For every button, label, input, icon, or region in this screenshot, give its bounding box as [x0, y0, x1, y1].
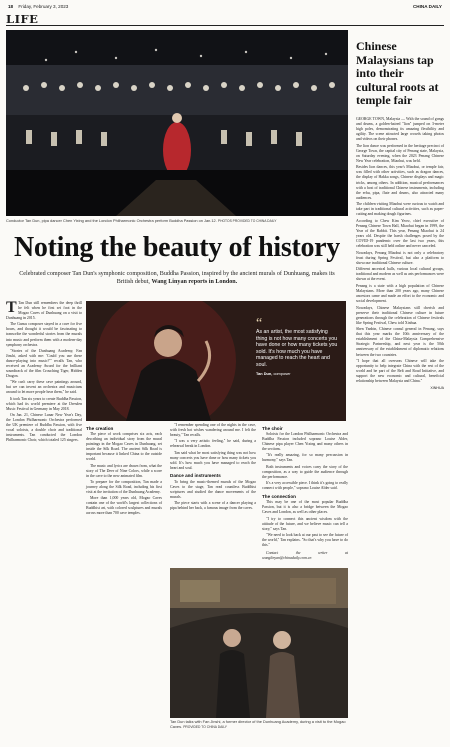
quote-author-name: Tan Dun,	[256, 371, 273, 376]
contact-line: Contact the writer at wanglinyan@chinadaily.com.cn	[262, 550, 348, 561]
section-bar	[6, 12, 444, 26]
side-paragraph: The lion dance was performed in the heritage precinct of George Town, the capital city of Penang state, Malaysia, on Saturday evening, when the 2023 Penang Chinese New Year celebration, Miaohui, was held.	[356, 143, 444, 163]
byline: Wang Linyan reports in London.	[151, 279, 238, 286]
photo-credit: PROVIDED TO CHINA DAILY	[183, 725, 227, 729]
issue-date: Friday, February 3, 2023	[18, 4, 69, 9]
top-photo-caption	[6, 218, 346, 224]
article-column-2	[86, 423, 162, 518]
brand-name: CHINA DAILY	[412, 4, 442, 9]
quote-mark-icon: “	[256, 316, 263, 331]
mogao-caves-photo	[170, 568, 348, 718]
caption-text: Tan Dun talks with Fan Jinshi, a former director of the Dunhuang Academy, during a visit to the Mogao Caves.	[170, 719, 346, 729]
side-story-signature: XINHUA	[430, 386, 444, 391]
side-paragraph: Different ancestral halls, various local cultural groups, traditional and modern as well as arts performances were shown at the event.	[356, 267, 444, 282]
side-story	[356, 40, 444, 390]
article-column-4	[262, 423, 348, 562]
article-paragraph: It took Tan six years to create Buddha Passion, which had its world premiere at the Dresden Music Festival in Germany in May 2018.	[6, 396, 82, 411]
article-paragraph: The music and lyrics are drawn from, what the story of The Deer of Nine Colors, while a score in the cave to the new animated film.	[86, 463, 162, 478]
article-paragraph: To prepare for the composition, Tan made a journey along the Silk Road, including his first visit at the invitation of the Dunhuang Academy.	[86, 479, 162, 494]
article-column-1	[6, 301, 82, 444]
article-paragraph: To bring the music-themed murals of the Mogao Caves to the stage, Tan read countless Buddhist scriptures and studied the dance movements of the murals.	[170, 479, 256, 499]
article-paragraph: "We need to look back at our past to see the future of the world," Tan explains. "So that's why you have to do this."	[262, 532, 348, 547]
article-paragraph: Soloists for the London Philharmonic Orchestra and Buddha Passion included soprano Louise Alder, Chinese pipa player Chen Yixing and many others in the sections.	[262, 432, 348, 452]
subheading: The choir	[262, 425, 283, 431]
article-paragraph: "I try to connect this ancient wisdom with the attitude of the future, and we believe music can tell a story," says Tan.	[262, 516, 348, 531]
deck	[18, 270, 336, 287]
side-paragraph: The children visiting Miaohui were curious to watch and take part in traditional cultural activities, such as paper-cutting and making dough figurines.	[356, 202, 444, 217]
paragraph-text: Tan Dun still remembers the deep thrill he felt when he first set foot in the Mogao Caves of Dunhuang on a visit to Dunhuang in 2015.	[6, 301, 82, 321]
side-paragraph: Nowadays, Penang Miaohui is not only a celebratory feast during Spring Festival, but also a platform to showcase traditional Chinese culture.	[356, 250, 444, 265]
photo-credit: PHOTOS PROVIDED TO CHINA DAILY	[217, 219, 277, 223]
caption-text: Conductor Tan Dun, pipa dancer Chen Yixing and the London Philharmonic Orchestra perform Buddha Passion on Jan.12.	[6, 218, 217, 223]
section-title: LIFE	[6, 12, 39, 26]
article-paragraph: The piece of work comprises six acts, each describing an individual story from the mural paintings in the Mogao Caves in Dunhuang, set inside the Silk Road. The ancient Silk Road is important because it linked China to the outside world.	[86, 432, 162, 462]
orchestra-photo-illustration	[6, 30, 348, 216]
caves-illustration	[170, 568, 348, 718]
article-paragraph: More than 1,000 years old, Mogao Caves contain one of the world's largest collections of Buddhist art, with colored sculptures and murals across more than 700 cave temples.	[86, 496, 162, 516]
article-paragraph: "I remember spending one of the nights in the cave, with fresh hot wishes wandering around me. I felt the beauty," Tan recalls.	[170, 423, 256, 438]
article-paragraph: On Jan. 21, Chinese Lunar New Year's Day, the London Philharmonic Orchestra performed the UK premiere of Buddha Passion, with five vocal soloists, a double choir and traditional instruments. Tan conducted the London Philharmonic Choir, which totaled 125 singers.	[6, 412, 82, 443]
article-paragraph: It's a very accessible piece. I think it's going to really connect with people," soprano Louise Alder said.	[262, 481, 348, 491]
article-paragraph: "We can't carry these cave paintings around, but we can invent an orchestra and musicians around to let more people hear them," he said.	[6, 380, 82, 395]
side-paragraph: GEORGE TOWN, Malaysia — With the sound of gongs and drums, a golden-haired "lion" jumped on 3-meter high poles, demonstrating its amazing flexibility and agility. The scene attracted large crowds taking photos and videos on their phones.	[356, 116, 444, 142]
page-number: 18	[8, 4, 14, 9]
side-story-title: Chinese Malaysians tap into their cultural roots at temple fair	[356, 39, 439, 108]
article-paragraph: The Gansu composer stayed in a cave for five hours, and thought it would be fascinating to transcribe the wonderful stories from the murals into music and perform them with a modern-day symphony orchestra.	[6, 322, 82, 347]
side-paragraph: "I hope that all overseas Chinese will take the opportunity to help integrate China with the rest of the world and be part of the Belt and Road Initiative, and support the new economic and cultural, beneficial relationship between Malaysia and China."	[356, 359, 444, 384]
article-paragraph: Tan said what he most satisfying thing was not how many concerts you have done or how many tickets you sold. It's how much you have managed to reach the heart and soul.	[170, 450, 256, 470]
article-paragraph	[6, 301, 82, 321]
side-story-body	[356, 117, 444, 384]
quote-text: As an artist, the most satisfying thing is not how many concerts you have done or how many tickets you sold. It's how much you have managed to reach the heart and soul.	[256, 329, 338, 368]
orchestra-photo	[6, 30, 348, 216]
subheading: The creation	[86, 425, 114, 431]
article-paragraph: "Stories of the Dunhuang Academy, Fan Jinshi, asked with me: 'Could you use these dance-playing into music?'" recalls Tan, who received an Academy Award for the brilliant soundtrack of the film Crouching Tiger, Hidden Dragon.	[6, 348, 82, 379]
drop-cap: T	[6, 299, 17, 316]
quote-author-role: composer	[273, 371, 291, 376]
side-paragraph: Penang is a state with a high population of Chinese Malaysians. More than 200 years ago, many Chinese ancestors came and made an effort to the economic and social development.	[356, 283, 444, 304]
side-paragraph: According to Chew Kim Yeow, chief executive of Penang Chinese Town Hall, Miaohui began in 1999, the Year of the Rabbit. This year, Penang Miaohui is 24 years old. Despite the harsh challenges posed by the COVID-19 pandemic over the last two years, this celebration was still held online and never canceled.	[356, 218, 444, 249]
subheading: Dance and instruments	[170, 473, 221, 479]
side-paragraph: Shen Yanbin, Chinese consul general in Penang, says that this year marks the 10th anniversary of the establishment of the China-Malaysia Comprehensive Strategic Partnership, and next year is the 50th anniversary of the establishment of diplomatic relations between the two countries.	[356, 327, 444, 357]
article-paragraph: Both instruments and voices carry the story of the composition, as a way to guide the audience through the performance.	[262, 464, 348, 479]
article-paragraph: "It's really amazing, for so many percussion in harmony," says Tan.	[262, 453, 348, 463]
side-paragraph: Nowadays, Chinese Malaysians still cherish and preserve their traditional Chinese culture in future generations through the celebration of Chinese festivals like Spring Festival, Chew told Xinhua.	[356, 305, 444, 325]
bottom-photo-caption	[170, 719, 348, 730]
article-column-3	[170, 423, 256, 513]
article-paragraph: The piece starts with a scene of a dancer playing a pipa behind her back, a famous image from the caves.	[170, 501, 256, 511]
article-paragraph: "I was a very artistic feeling," he said, during a rehearsal break in London.	[170, 439, 256, 449]
side-paragraph: Besides lion dances, this year's Miaohui, or temple fair, was filled with other activities, such as dragon dances, the display of Hakka songs, Chinese displays and magic tricks, among others. In addition, musical performances with a host of traditional Chinese instruments, including the erhu, pipa, flute and drums, also attracted many audiences.	[356, 165, 444, 200]
quote-author	[256, 371, 340, 376]
pull-quote	[256, 316, 340, 376]
tan-dun-portrait	[86, 301, 346, 421]
article-paragraph: This may be one of the most popular Buddha Passion, but it is also a bridge between the Mogao Caves and London, as well as other places.	[262, 500, 348, 515]
headline: Noting the beauty of history	[13, 232, 341, 263]
subheading: The connection	[262, 493, 296, 499]
deck-text: Celebrated composer Tan Dun's symphonic composition, Buddha Passion, inspired by the ancient murals of Dunhuang, makes its British debut,	[19, 271, 335, 286]
